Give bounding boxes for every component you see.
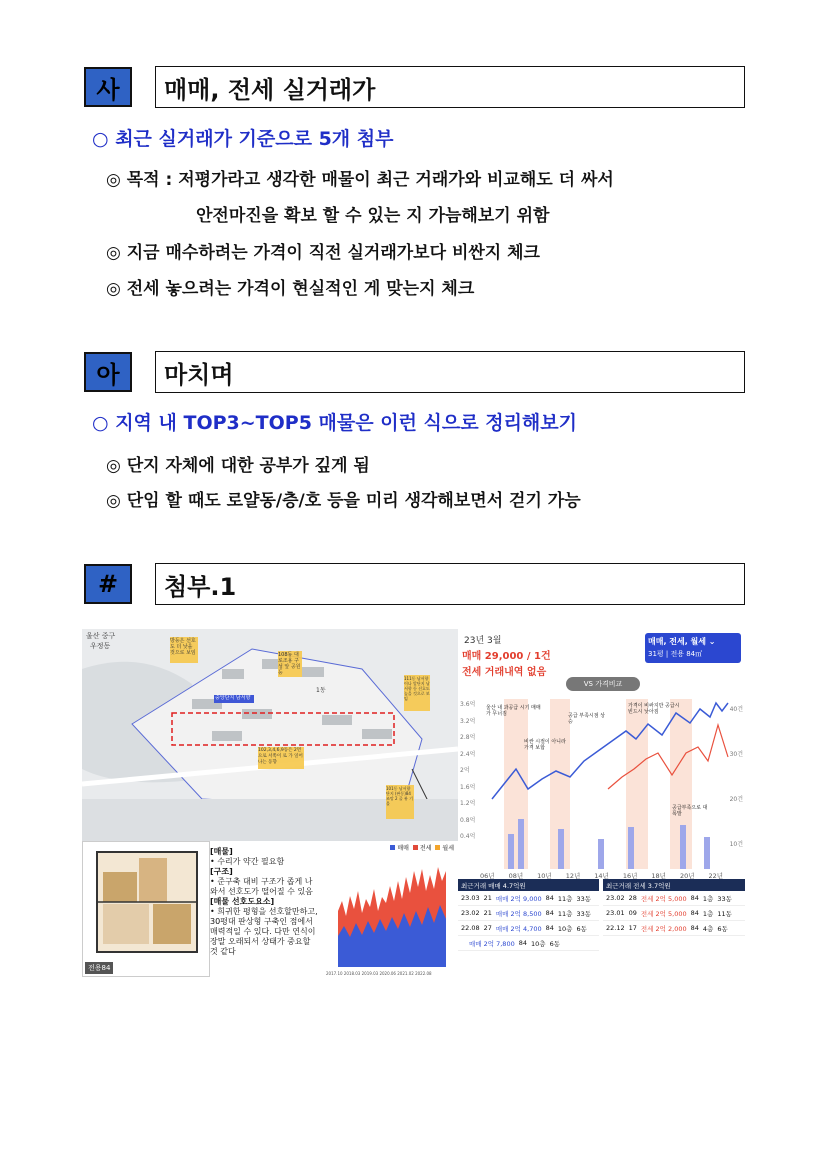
- chart-trade-summary: 매매 29,000 / 1건: [462, 651, 551, 662]
- table-row: 매매 2억 7,800 84 10층 6동: [458, 936, 599, 951]
- sub-bullet: ◎ 목적 : 저평가라고 생각한 매물이 최근 거래가와 비교해도 더 싸서: [106, 170, 614, 190]
- section-letter-a: 아: [84, 352, 132, 392]
- vs-compare-button[interactable]: VS 가격비교: [566, 677, 640, 691]
- legend-lease: 전세: [413, 843, 432, 852]
- map-callout: 중앙단지 남서향: [215, 695, 251, 701]
- notes-text: • 희귀한 평형을 선호할만하고, 30평대 판상형 구축인 점에서 매력적일 수 있다. 다만 연식이 장말 오래되서 상태가 중요할 것 같다: [210, 907, 318, 956]
- chart-annotation: 공급부족으로 대폭발: [672, 805, 708, 817]
- map-corner-label: 울산 중구: [86, 632, 116, 640]
- table-row: 23.03 21 매매 2억 9,000 84 11층 33동: [458, 891, 599, 906]
- sub-bullet-continuation: 안전마진을 확보 할 수 있는 지 가늠해보기 위함: [196, 206, 550, 226]
- table-head-lease: 최근거래 전세 3.7억원: [603, 879, 745, 891]
- section-letter-hash: #: [84, 564, 132, 604]
- map-callout: 방등은 선호도 더 낮을 것으로 보임: [170, 638, 196, 656]
- chart-date: 23년 3월: [464, 636, 502, 646]
- floor-plan-image: [82, 841, 210, 977]
- table-row: 23.01 09 전세 2억 5,000 84 1층 11동: [603, 906, 745, 921]
- map-corner-label: 우정동: [90, 642, 111, 650]
- sub-bullet: ◎ 단임 할 때도 로얄동/층/호 등을 미리 생각해보면서 걷기 가능: [106, 491, 581, 511]
- chart-annotation: 공급 부족시점 상승: [568, 713, 605, 725]
- legend-rent: 월세: [435, 843, 454, 852]
- notes-heading: [매물]: [210, 847, 233, 856]
- chart-annotation: 울산 내 과공급 시기 매매가 무너짐: [486, 705, 541, 717]
- notes-heading: [매물 선호도요소]: [210, 897, 275, 906]
- pyeong-label: 31평 | 전용 84㎡: [648, 650, 703, 658]
- legend-sale: 매매: [390, 843, 409, 852]
- map-callout: 108동 대로조용 구성 앞 공원 등: [278, 652, 301, 676]
- notes-text: • 수리가 약간 필요함: [210, 857, 285, 866]
- property-notes: [210, 841, 320, 977]
- mini-chart-xaxis: 2017.10 2018.03 2019.03 2020.06 2021.02 2022.08: [326, 971, 432, 976]
- notes-heading: [구조]: [210, 867, 233, 876]
- table-row: 22.08 27 매매 2억 4,700 84 10층 6동: [458, 921, 599, 936]
- map-callout: 102,3,4,6,9동은 2면으로 서쪽이 로 가 일어나는 동향: [258, 748, 303, 765]
- x-axis: 06년 08년 10년 12년 14년 16년 18년 20년 22년: [480, 872, 724, 879]
- sub-bullet: ◎ 전세 놓으려는 가격이 현실적인 게 맞는지 체크: [106, 279, 475, 299]
- map-building-label: 1동: [316, 687, 326, 694]
- chart-annotation: 비싼 시절이 아니라 가격 보합: [524, 739, 566, 751]
- map-callout: 101동 남서향 단지 (판동)84 조망 2 줄 뷰 기울: [386, 786, 413, 806]
- map-image: [82, 629, 458, 841]
- table-row: 22.12 17 전세 2억 2,000 84 4층 6동: [603, 921, 745, 936]
- table-row: 23.02 28 전세 2억 5,000 84 1층 33동: [603, 891, 745, 906]
- y-axis-left: 3.6억 3.2억 2.8억 2.4억 2억 1.6억 1.2억 0.8억 0.4억: [460, 701, 476, 840]
- notes-text: • 준구축 대비 구조가 좁게 나와서 선호도가 떨어질 수 있음: [210, 877, 313, 896]
- section-title-sa: 매매, 전세 실거래가: [155, 66, 745, 108]
- price-history-panel: [458, 629, 745, 879]
- section-title-attachment: 첨부.1: [155, 563, 745, 605]
- sub-bullet: ◎ 단지 자체에 대한 공부가 깊게 됨: [106, 456, 370, 476]
- main-bullet-sa: ○ 최근 실거래가 기준으로 5개 첨부: [92, 128, 394, 150]
- main-bullet-a: ○ 지역 내 TOP3~TOP5 매물은 이런 식으로 정리해보기: [92, 412, 577, 434]
- mini-price-chart: [320, 841, 458, 977]
- floor-plan-label: 전용84: [85, 962, 113, 974]
- table-head-sale: 최근거래 매매 4.7억원: [458, 879, 599, 891]
- chart-annotation: 가격이 비싸지만 공급시 빈드시 낮아짐: [628, 703, 680, 715]
- section-title-a: 마치며: [155, 351, 745, 393]
- sub-bullet: ◎ 지금 매수하려는 가격이 직전 실거래가보다 비싼지 체크: [106, 243, 540, 263]
- table-row: 23.02 21 매매 2억 8,500 84 11층 33동: [458, 906, 599, 921]
- map-callout: 111동 남서향이나 앞단지 남서향 등 선호도 높을 것으로 보임: [404, 676, 430, 701]
- trade-tables: [458, 879, 745, 977]
- y-axis-right: 40건 30건 20건 10건: [729, 706, 743, 848]
- type-select-label: 매매, 전세, 월세 ⌄: [648, 637, 716, 646]
- section-letter-sa: 사: [84, 67, 132, 107]
- chart-lease-summary: 전세 거래내역 없음: [462, 667, 547, 678]
